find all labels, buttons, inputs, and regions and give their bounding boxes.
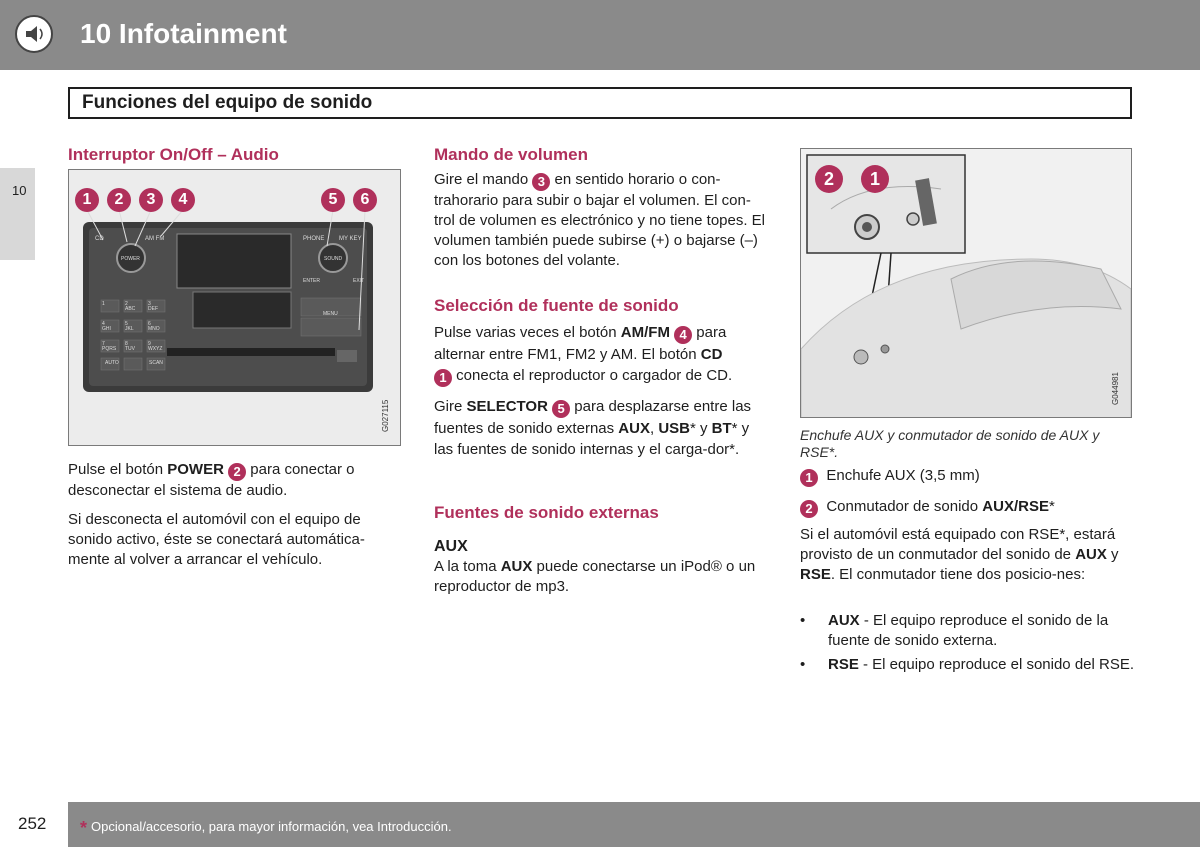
panel-key-9: 9 WXYZ (148, 341, 163, 352)
panel-label-my-key: MY KEY (339, 236, 362, 242)
chapter-title: 10 Infotainment (80, 18, 287, 49)
aux-socket-drawing (801, 149, 1131, 417)
callout-fig2-2: 2 (815, 165, 843, 193)
panel-key-6: 6 MNO (148, 321, 160, 332)
panel-key-3: 3 DEF (148, 301, 158, 312)
panel-label-enter: ENTER (303, 278, 320, 284)
selector-paragraph: Gire SELECTOR 5 para desplazarse entre las fuentes de sonido externas AUX, USB* y BT* y las fuentes de sonido internas y el carga-dor*. (434, 398, 752, 458)
section-title: Funciones del equipo de sonido (82, 92, 373, 113)
chapter-side-tab (0, 168, 35, 260)
panel-label-sound: SOUND (324, 256, 343, 262)
inline-num-2: 2 (228, 463, 246, 481)
heading-external-sources: Fuentes de sonido externas (434, 503, 659, 522)
heading-volume: Mando de volumen (434, 145, 588, 164)
panel-label-phone: PHONE (303, 236, 325, 242)
figure-code-2: G044981 (1111, 372, 1120, 405)
legend-num-1: 1 (800, 469, 818, 487)
panel-label-scan: SCAN (149, 360, 163, 366)
legend-num-2: 2 (800, 500, 818, 518)
callout-4: 4 (171, 188, 195, 212)
panel-key-8: 8 TUV (125, 341, 135, 352)
volume-paragraph: Gire el mando 3 en sentido horario o con-trahorario para subir o bajar el volumen. El con-trol de volumen es electrónico y no tiene topes. El volumen también puede subirse (+) o bajarse (–) con los botones del volante. (434, 171, 766, 269)
panel-label-exit: EXIT (353, 278, 365, 284)
legend-item-1: 1 Enchufe AUX (3,5 mm) (800, 466, 1130, 487)
side-tab-number: 10 (12, 183, 27, 198)
audio-panel-figure (68, 169, 401, 446)
inline-num-4: 4 (674, 326, 692, 344)
aux-socket-figure (800, 148, 1132, 418)
source-paragraph: Pulse varias veces el botón AM/FM 4 para alternar entre FM1, FM2 y AM. El botón CD 1 conecta el reproductor o cargador de CD. (434, 324, 733, 385)
figure-code-1: G027115 (381, 399, 390, 432)
speaker-icon (15, 15, 53, 53)
panel-label-cd: CD (95, 236, 104, 242)
bullet-dot-2: • (800, 656, 806, 673)
callout-6: 6 (353, 188, 377, 212)
panel-key-7: 7 PQRS (102, 341, 117, 352)
heading-on-off: Interruptor On/Off – Audio (68, 145, 279, 164)
page-number: 252 (18, 814, 47, 833)
callout-fig2-1: 1 (861, 165, 889, 193)
rse-paragraph: Si el automóvil está equipado con RSE*, estará provisto de un conmutador del sonido de AUX y RSE. El conmutador tiene dos posicio-nes: (800, 526, 1119, 583)
panel-key-2: 2 ABC (125, 301, 136, 312)
footer-note: * Opcional/accesorio, para mayor información, vea Introducción. (80, 818, 452, 838)
callout-1: 1 (75, 188, 99, 212)
panel-key-1: 1 (102, 301, 105, 307)
heading-source-select: Selección de fuente de sonido (434, 296, 679, 315)
figure-caption: Enchufe AUX y conmutador de sonido de AUX y RSE*. (800, 427, 1100, 460)
callout-3: 3 (139, 188, 163, 212)
callout-2: 2 (107, 188, 131, 212)
inline-num-3: 3 (532, 173, 550, 191)
panel-key-4: 4 GHI (102, 321, 111, 332)
panel-label-menu: MENU (323, 311, 338, 317)
aux-subheading: AUX (434, 538, 468, 555)
panel-label-power: POWER (121, 256, 140, 262)
legend-item-2: 2 Conmutador de sonido AUX/RSE* (800, 497, 1130, 518)
bullet-aux: AUX - El equipo reproduce el sonido de la fuente de sonido externa. (828, 612, 1109, 649)
panel-label-auto: AUTO (105, 360, 119, 366)
inline-num-5: 5 (552, 400, 570, 418)
auto-reconnect-paragraph: Si desconecta el automóvil con el equipo de sonido activo, éste se conectará automática-mente al volver a arrancar el vehículo. (68, 511, 365, 568)
power-paragraph: Pulse el botón POWER 2 para conectar o desconectar el sistema de audio. (68, 461, 355, 499)
callout-5: 5 (321, 188, 345, 212)
inline-num-1: 1 (434, 369, 452, 387)
bullet-dot-1: • (800, 612, 806, 629)
chapter-icon-box (0, 0, 70, 70)
panel-label-am-fm: AM FM (145, 236, 165, 242)
bullet-rse: RSE - El equipo reproduce el sonido del RSE. (828, 656, 1135, 673)
aux-paragraph: A la toma AUX puede conectarse un iPod® o un reproductor de mp3. (434, 558, 756, 595)
footnote-star: * (80, 818, 88, 838)
panel-key-5: 5 JKL (125, 321, 134, 332)
